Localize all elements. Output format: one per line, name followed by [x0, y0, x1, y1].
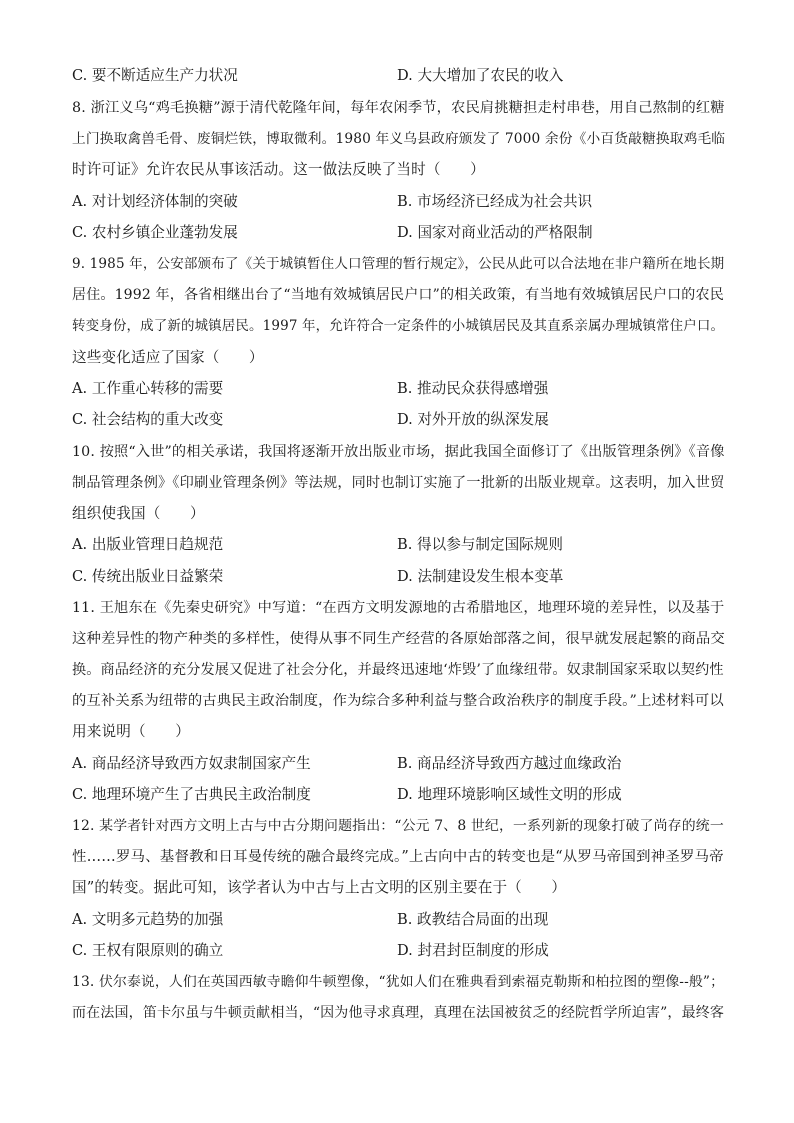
q9-stem-line: 居住。1992 年，各省相继出台了“当地有效城镇居民户口”的相关政策，有当地有效城镇居民户口的农民 [72, 287, 724, 303]
q11-stem-line: 换。商品经济的充分发展又促进了社会分化，并最终迅速地‘炸毁’了血缘纽带。奴隶制国家采取以契约性 [72, 662, 724, 678]
q8-option-b: B. 市场经济已经成为社会共识 [397, 193, 593, 210]
q9-option-c: C. 社会结构的重大改变 [72, 411, 224, 428]
q11-option-b: B. 商品经济导致西方越过血缘政治 [397, 755, 622, 772]
q12-option-d: D. 封君封臣制度的形成 [397, 942, 549, 959]
q8-stem-line: 上门换取禽兽毛骨、废铜烂铁，博取微利。1980 年义乌县政府颁发了 7000 余份《小百货敲糖换取鸡毛临 [72, 131, 726, 147]
q9-option-b: B. 推动民众获得感增强 [397, 380, 549, 397]
q10-stem-line: 组织使我国（ ） [72, 505, 205, 522]
q13-stem-line: 而在法国，笛卡尔虽与牛顿贡献相当，“因为他寻求真理，真理在法国被贫乏的经院哲学所迫害”，最终客 [72, 1005, 725, 1021]
q9-stem-line: 转变身份，成了新的城镇居民。1997 年，允许符合一定条件的小城镇居民及其直系亲属办理城镇常住户口。 [72, 318, 725, 334]
q9-stem-line: 这些变化适应了国家（ ） [72, 349, 264, 366]
q10-stem-line: 制品管理条例》《印刷业管理条例》等法规，同时也制订实施了一批新的出版业规章。这表明，加入世贸 [72, 475, 725, 491]
q12-stem-line: 国”的转变。据此可知，该学者认为中古与上古文明的区别主要在于（ ） [72, 879, 567, 896]
q11-stem-line: 用来说明（ ） [72, 723, 190, 740]
q10-stem-line: 10. 按照“入世”的相关承诺，我国将逐渐开放出版业市场，据此我国全面修订了《出版管理条例》《音像 [72, 444, 725, 460]
q8-option-a: A. 对计划经济体制的突破 [72, 193, 238, 210]
q10-option-a: A. 出版业管理日趋规范 [72, 536, 224, 553]
q11-option-c: C. 地理环境产生了古典民主政治制度 [72, 786, 311, 803]
q12-option-c: C. 王权有限原则的确立 [72, 942, 224, 959]
q9-option-d: D. 对外开放的纵深发展 [397, 411, 549, 428]
q10-option-c: C. 传统出版业日益繁荣 [72, 568, 224, 585]
q10-option-d: D. 法制建设发生根本变革 [397, 568, 564, 585]
q11-stem-line: 11. 王旭东在《先秦史研究》中写道：“在西方文明发源地的古希腊地区，地理环境的差异性，以及基于 [72, 600, 725, 616]
q12-option-b: B. 政教结合局面的出现 [397, 911, 549, 928]
q8-stem-line: 时许可证》允许农民从事该活动。这一做法反映了当时（ ） [72, 161, 485, 178]
q11-option-d: D. 地理环境影响区域性文明的形成 [397, 786, 622, 803]
q7-option-c: C. 要不断适应生产力状况 [72, 67, 238, 84]
q9-stem-line: 9. 1985 年，公安部颁布了《关于城镇暂住人口管理的暂行规定》，公民从此可以合法地在非户籍所在地长期 [72, 256, 725, 272]
q12-stem-line: 性……罗马、基督教和日耳曼传统的融合最终完成。”上古向中古的转变也是“从罗马帝国到神圣罗马帝 [72, 849, 724, 865]
q10-option-b: B. 得以参与制定国际规则 [397, 536, 563, 553]
q11-option-a: A. 商品经济导致西方奴隶制国家产生 [72, 755, 311, 772]
q12-option-a: A. 文明多元趋势的加强 [72, 911, 224, 928]
q13-stem-line: 13. 伏尔泰说，人们在英国西敏寺瞻仰牛顿塑像，“犹如人们在雅典看到索福克勒斯和柏拉图的塑像--般”； [72, 974, 725, 990]
q8-option-d: D. 国家对商业活动的严格限制 [397, 224, 593, 241]
q8-option-c: C. 农村乡镇企业蓬勃发展 [72, 224, 238, 241]
q8-stem-line: 8. 浙江义乌“鸡毛换糖”源于清代乾隆年间，每年农闲季节，农民肩挑糖担走村串巷，用自己熬制的红糖 [72, 100, 725, 116]
q12-stem-line: 12. 某学者针对西方文明上古与中古分期问题指出：“公元 7、8 世纪，一系列新的现象打破了尚存的统一 [72, 818, 724, 834]
q11-stem-line: 的互补关系为纽带的古典民主政治制度，作为综合多种利益与整合政治秩序的制度手段。”上述材料可以 [72, 693, 724, 709]
q9-option-a: A. 工作重心转移的需要 [72, 380, 224, 397]
q7-option-d: D. 大大增加了农民的收入 [397, 67, 564, 84]
q11-stem-line: 这种差异性的物产种类的多样性，使得从事不同生产经营的各原始部落之间，很早就发展起繁的商品交 [72, 631, 725, 647]
